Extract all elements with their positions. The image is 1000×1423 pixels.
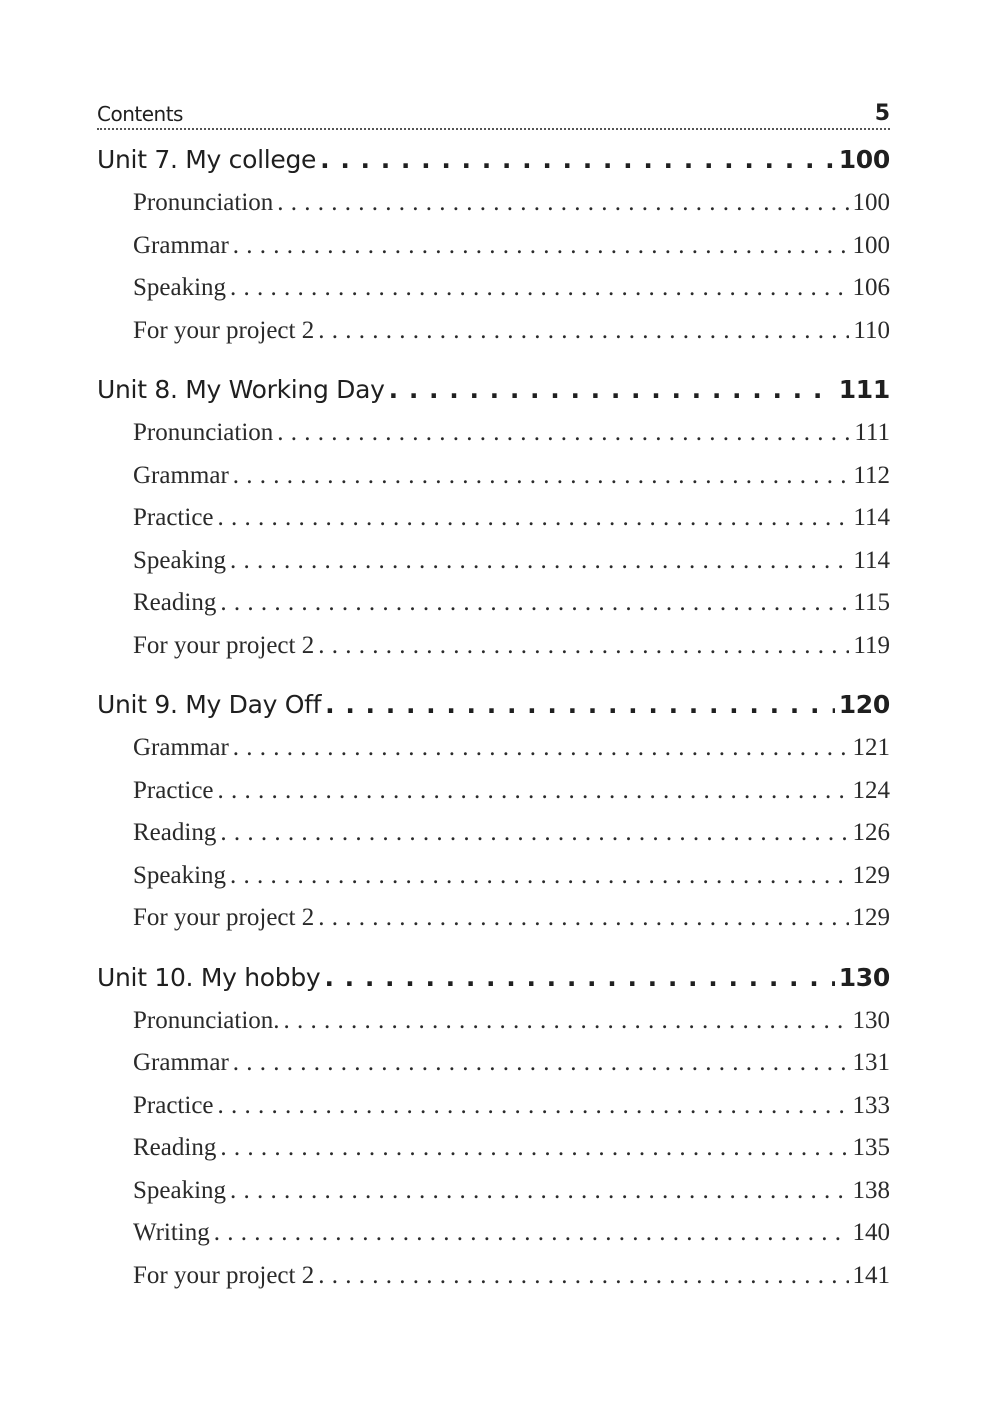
entry-page-number: 112: [853, 461, 890, 489]
toc-entry[interactable]: [97, 855, 890, 898]
entry-page-number: 141: [852, 1261, 890, 1289]
dot-leader: [277, 182, 848, 225]
toc-unit-heading[interactable]: [97, 683, 890, 727]
entry-page-number: 119: [853, 631, 890, 659]
entry-page-number: 138: [852, 1176, 890, 1204]
toc-entry[interactable]: [97, 455, 890, 498]
entry-page-number: 129: [852, 904, 890, 931]
entry-label: For your project 2: [133, 316, 315, 344]
dot-leader: [284, 1000, 849, 1043]
entry-label: For your project 2: [133, 1261, 315, 1289]
entry-label: Speaking: [133, 1176, 227, 1204]
entry-label: Pronunciation.: [133, 1006, 280, 1034]
entry-page-number: 129: [852, 861, 890, 889]
entry-label: Grammar: [133, 1049, 229, 1076]
entry-label: For your project 2: [133, 904, 315, 931]
toc-entry[interactable]: [97, 1212, 890, 1255]
contents-page: [97, 96, 890, 1313]
entry-label: Practice: [133, 1091, 214, 1119]
toc-unit-heading[interactable]: [97, 956, 890, 1000]
toc-entry[interactable]: [97, 1255, 890, 1298]
entry-label: For your project 2: [133, 631, 315, 659]
dot-leader: [320, 138, 835, 182]
entry-page-number: 100: [852, 231, 890, 259]
dot-leader: [324, 956, 834, 1000]
unit-page-number: 120: [838, 690, 890, 719]
toc-entry[interactable]: [97, 497, 890, 540]
toc-entry[interactable]: [97, 1085, 890, 1128]
dot-leader: [230, 540, 849, 583]
dot-leader: [230, 855, 848, 898]
toc-entry[interactable]: [97, 267, 890, 310]
toc-unit-8: [97, 368, 890, 667]
toc-entry[interactable]: [97, 1042, 890, 1085]
entry-label: Grammar: [133, 734, 229, 761]
toc-entry[interactable]: [97, 1127, 890, 1170]
dot-leader: [220, 812, 848, 855]
unit-page-number: 130: [838, 962, 890, 992]
running-head: [97, 96, 890, 130]
unit-title: Unit 10. My hobby: [97, 962, 321, 992]
dot-leader: [230, 267, 848, 310]
dot-leader: [318, 310, 849, 353]
running-head-title: Contents: [97, 102, 183, 126]
toc-entry[interactable]: [97, 225, 890, 268]
toc-entry[interactable]: [97, 625, 890, 668]
unit-title: Unit 9. My Day Off: [97, 690, 322, 719]
dot-leader: [318, 1255, 848, 1298]
unit-title: Unit 7. My college: [97, 145, 317, 174]
toc-unit-heading[interactable]: [97, 138, 890, 182]
dot-leader: [220, 1127, 848, 1170]
toc-unit-heading[interactable]: [97, 368, 890, 412]
entry-page-number: 140: [852, 1219, 890, 1246]
toc-entry[interactable]: [97, 812, 890, 855]
entry-page-number: 111: [854, 419, 890, 446]
entry-label: Practice: [133, 776, 214, 804]
toc-entry[interactable]: [97, 770, 890, 813]
entry-label: Speaking: [133, 861, 227, 889]
entry-page-number: 121: [852, 734, 890, 761]
dot-leader: [214, 1212, 849, 1255]
dot-leader: [233, 1042, 849, 1085]
dot-leader: [218, 497, 850, 540]
toc-unit-10: [97, 956, 890, 1298]
entry-page-number: 124: [852, 776, 890, 804]
toc-entry[interactable]: [97, 182, 890, 225]
entry-label: Pronunciation: [133, 189, 274, 216]
entry-label: Reading: [133, 819, 217, 846]
entry-page-number: 114: [853, 504, 890, 531]
toc-entry[interactable]: [97, 540, 890, 583]
entry-label: Grammar: [133, 231, 229, 259]
entry-page-number: 135: [852, 1134, 890, 1161]
dot-leader: [277, 412, 850, 455]
dot-leader: [230, 1170, 848, 1213]
entry-page-number: 131: [852, 1049, 890, 1076]
entry-page-number: 115: [853, 589, 890, 616]
entry-page-number: 133: [852, 1091, 890, 1119]
running-head-page-number: 5: [874, 101, 890, 126]
dot-leader: [220, 582, 849, 625]
dot-leader: [218, 770, 849, 813]
entry-label: Reading: [133, 589, 217, 616]
toc-unit-9: [97, 683, 890, 940]
toc-entry[interactable]: [97, 412, 890, 455]
dot-leader: [318, 897, 848, 940]
toc-entry[interactable]: [97, 1170, 890, 1213]
entry-label: Pronunciation: [133, 419, 274, 446]
entry-page-number: 110: [853, 316, 890, 344]
entry-page-number: 106: [852, 274, 890, 301]
toc-entry[interactable]: [97, 727, 890, 770]
dot-leader: [233, 455, 850, 498]
toc-entry[interactable]: [97, 897, 890, 940]
entry-label: Speaking: [133, 546, 227, 574]
toc-entry[interactable]: [97, 1000, 890, 1043]
dot-leader: [233, 225, 849, 268]
entry-page-number: 114: [853, 546, 890, 574]
entry-label: Reading: [133, 1134, 217, 1161]
unit-page-number: 100: [838, 145, 890, 174]
dot-leader: [318, 625, 849, 668]
entry-page-number: 130: [852, 1006, 890, 1034]
toc-entry[interactable]: [97, 582, 890, 625]
dot-leader: [218, 1085, 849, 1128]
table-of-contents: [97, 138, 890, 1297]
entry-page-number: 100: [852, 189, 890, 216]
unit-title: Unit 8. My Working Day: [97, 375, 385, 404]
dot-leader: [389, 368, 835, 412]
entry-label: Writing: [133, 1219, 210, 1246]
entry-label: Speaking: [133, 274, 227, 301]
entry-page-number: 126: [852, 819, 890, 846]
entry-label: Practice: [133, 504, 214, 531]
entry-label: Grammar: [133, 461, 229, 489]
toc-entry[interactable]: [97, 310, 890, 353]
toc-unit-7: [97, 138, 890, 352]
dot-leader: [325, 683, 835, 727]
unit-page-number: 111: [838, 375, 890, 404]
dot-leader: [233, 727, 849, 770]
